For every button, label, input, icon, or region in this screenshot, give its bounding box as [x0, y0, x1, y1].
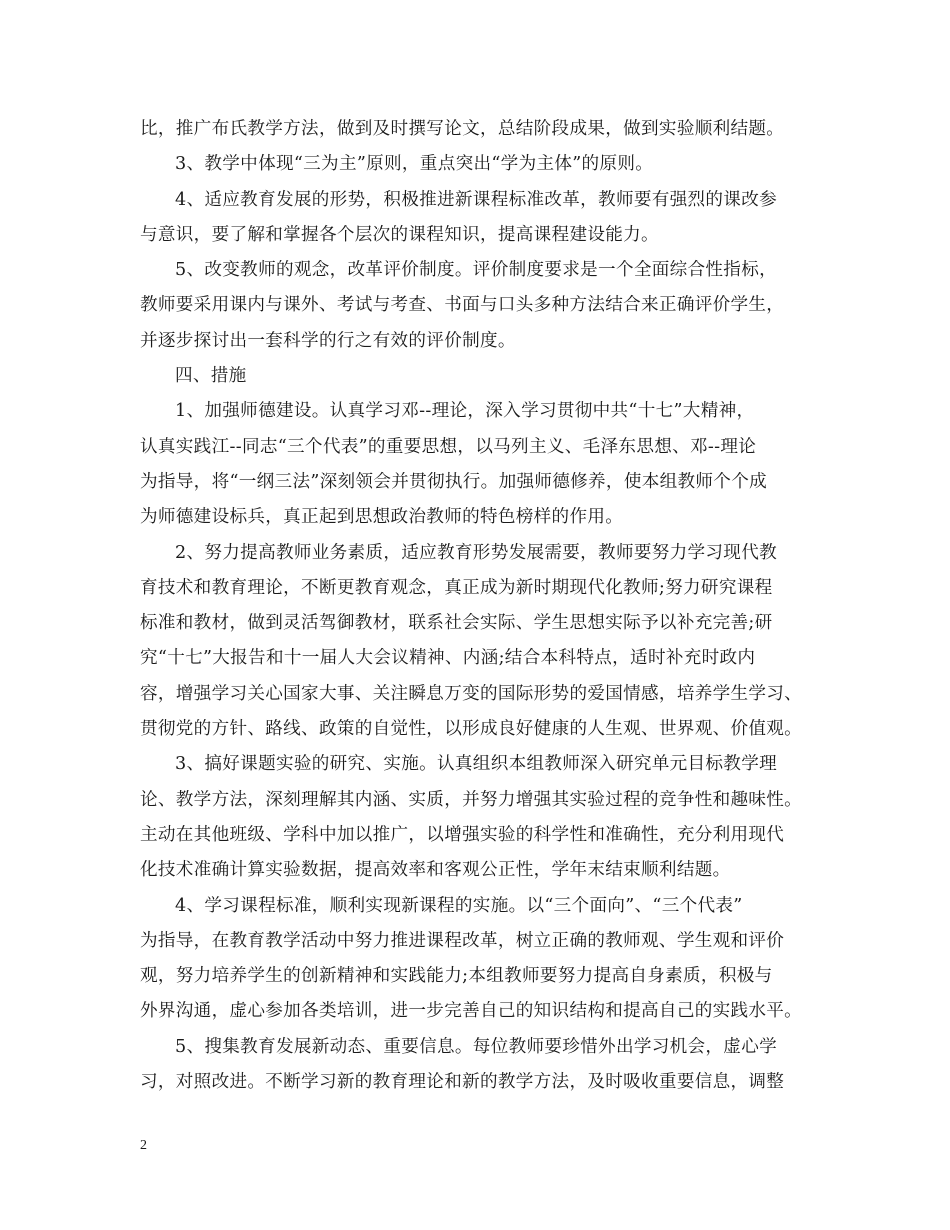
text-line: 为指导，将“一纲三法”深刻领会并贯彻执行。加强师德修养，使本组教师个个成	[140, 471, 767, 492]
text-line: 5、搜集教育发展新动态、重要信息。每位教师要珍惜外出学习机会，虚心学	[175, 1036, 777, 1057]
text-line: 习，对照改进。不断学习新的教育理论和新的教学方法，及时吸收重要信息，调整	[140, 1072, 785, 1093]
text-line: 4、学习课程标准，顺利实现新课程的实施。以“三个面向”、“三个代表”	[175, 895, 743, 916]
document-body	[140, 112, 830, 1100]
text-line: 并逐步探讨出一套科学的行之有效的评价制度。	[140, 330, 516, 351]
page-number: 2	[140, 1138, 147, 1153]
text-line: 究“十七”大报告和十一届人大会议精神、内涵;结合本科特点，适时补充时政内	[140, 648, 756, 669]
text-line: 3、教学中体现“三为主”原则，重点突出“学为主体”的原则。	[175, 154, 654, 175]
text-line: 贯彻党的方针、路线、政策的自觉性，以形成良好健康的人生观、世界观、价值观。	[140, 719, 803, 740]
text-line: 外界沟通，虚心参加各类培训，进一步完善自己的知识结构和提高自己的实践水平。	[140, 1001, 803, 1022]
text-line: 4、适应教育发展的形势，积极推进新课程标准改革，教师要有强烈的课改参	[175, 189, 777, 210]
text-line: 标准和教材，做到灵活驾御教材，联系社会实际、学生思想实际予以补充完善;研	[140, 613, 773, 634]
text-line: 认真实践江--同志“三个代表”的重要思想，以马列主义、毛泽东思想、邓--理论	[140, 436, 757, 457]
text-line: 四、措施	[175, 366, 247, 387]
text-line: 教师要采用课内与课外、考试与考查、书面与口头多种方法结合来正确评价学生，	[140, 295, 785, 316]
text-line: 比，推广布氏教学方法，做到及时撰写论文，总结阶段成果，做到实验顺利结题。	[140, 119, 785, 139]
text-line: 2、努力提高教师业务素质，适应教育形势发展需要，教师要努力学习现代教	[175, 542, 777, 563]
text-line: 5、改变教师的观念，改革评价制度。评价制度要求是一个全面综合性指标，	[175, 260, 777, 281]
text-line: 与意识，要了解和掌握各个层次的课程知识，提高课程建设能力。	[140, 224, 659, 245]
text-line: 育技术和教育理论，不断更教育观念，真正成为新时期现代化教师;努力研究课程	[140, 577, 773, 598]
text-line: 论、教学方法，深刻理解其内涵、实质，并努力增强其实验过程的竞争性和趣味性。	[140, 789, 803, 810]
text-line: 3、搞好课题实验的研究、实施。认真组织本组教师深入研究单元目标教学理	[175, 754, 777, 775]
text-line: 主动在其他班级、学科中加以推广，以增强实验的科学性和准确性，充分利用现代	[140, 824, 785, 845]
text-line: 1、加强师德建设。认真学习邓--理论，深入学习贯彻中共“十七”大精神，	[175, 401, 755, 422]
text-line: 化技术准确计算实验数据，提高效率和客观公正性，学年末结束顺利结题。	[140, 860, 731, 881]
text-line: 观，努力培养学生的创新精神和实践能力;本组教师要努力提高自身素质，积极与	[140, 966, 773, 987]
text-line: 容，增强学习关心国家大事、关注瞬息万变的国际形势的爱国情感，培养学生学习、	[140, 683, 803, 704]
text-line: 为指导，在教育教学活动中努力推进课程改革，树立正确的教师观、学生观和评价	[140, 930, 785, 951]
text-line: 为师德建设标兵，真正起到思想政治教师的特色榜样的作用。	[140, 507, 624, 528]
